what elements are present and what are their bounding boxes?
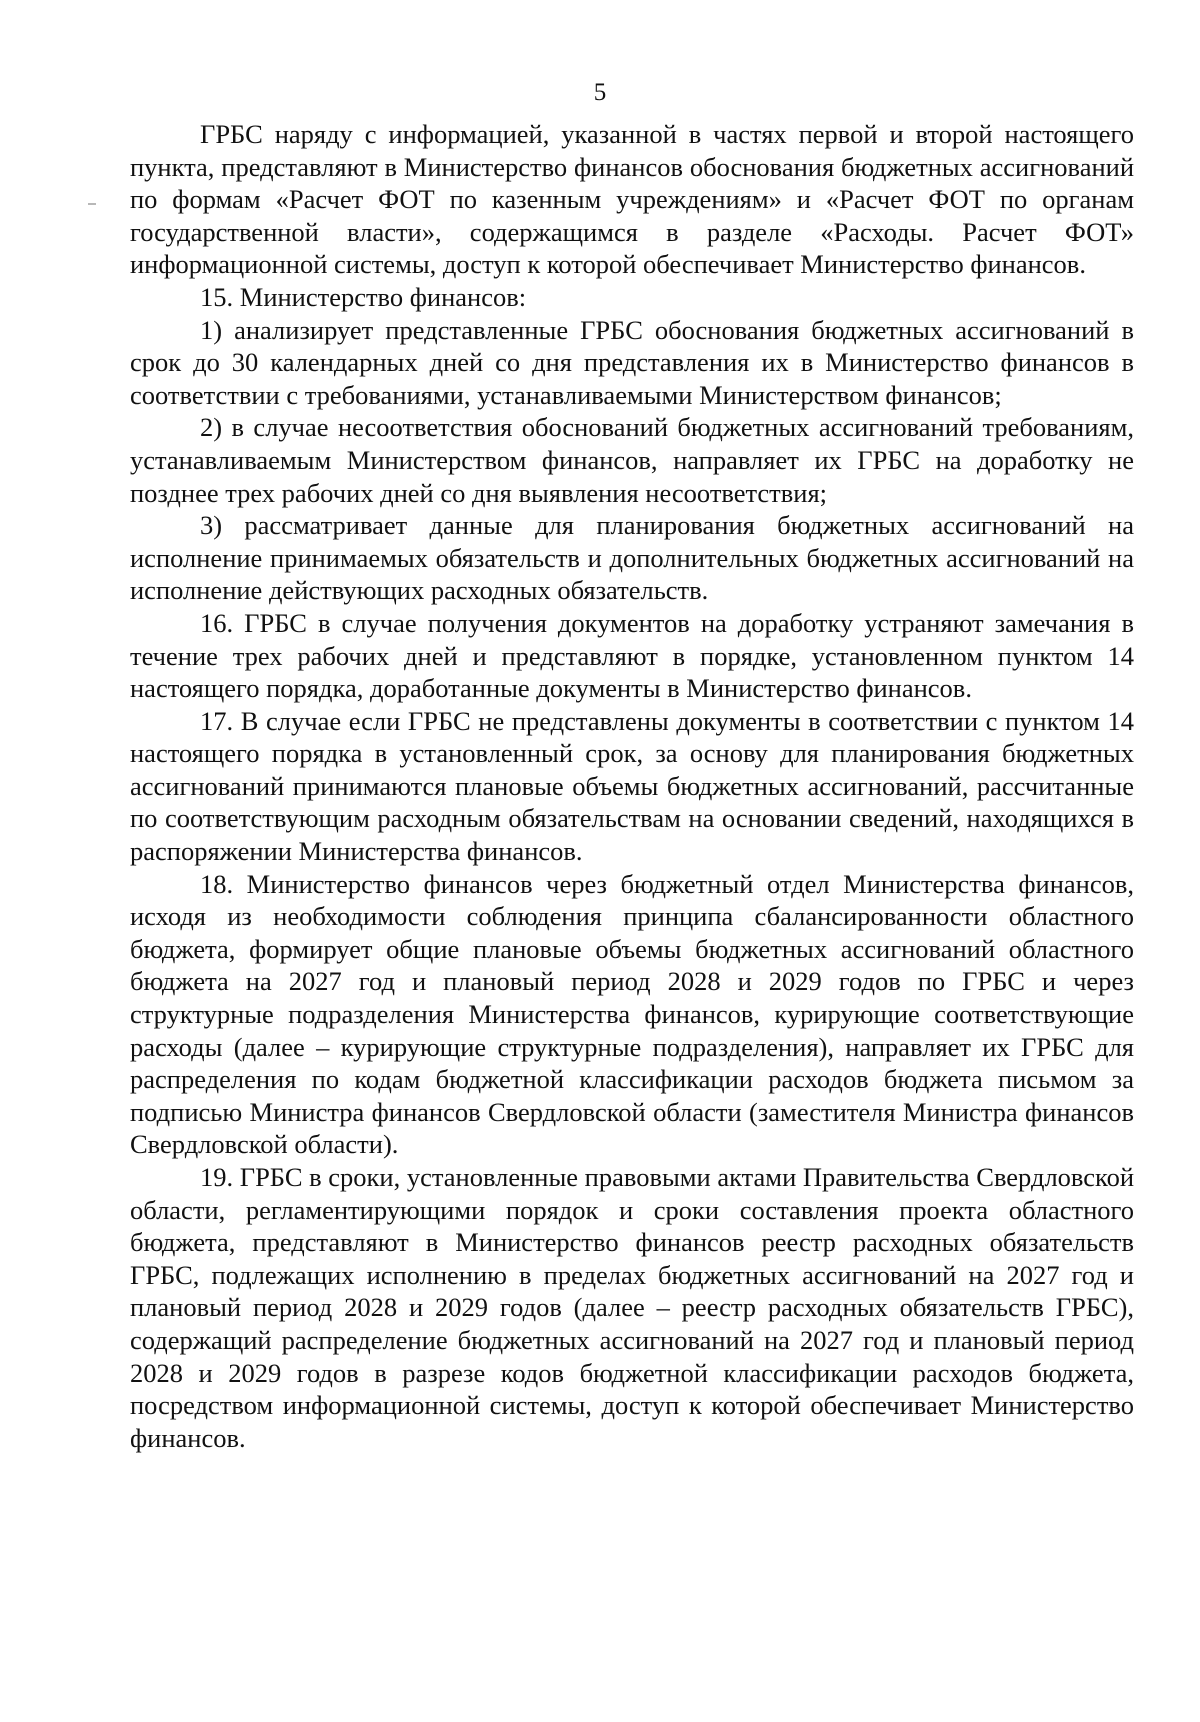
paragraph-15-item-3: 3) рассматривает данные для планирования бюджетных ассигнований на исполнение принимаемых обязательств и дополнительных бюджетных ассигнований на исполнение действующих расходных обязательств. <box>130 510 1134 606</box>
paragraph-18: 18. Министерство финансов через бюджетный отдел Министерства финансов, исходя из необходимости соблюдения принципа сбалансированности областного бюджета, формирует общие плановые объемы бюджетных ассигнований областного бюджета на 2027 год и плановый период 2028 и 2029 годов по ГРБС и через структурные подразделения Министерства финансов, курирующие соответствующие расходы (далее – курирующие структурные подразделения), направляет их ГРБС для распределения по кодам бюджетной классификации расходов бюджета письмом за подписью Министра финансов Свердловской области (заместителя Министра финансов Свердловской области). <box>130 868 1134 1160</box>
paragraph-14-continuation: ГРБС наряду с информацией, указанной в частях первой и второй настоящего пункта, представляют в Министерство финансов обоснования бюджетных ассигнований по формам «Расчет ФОТ по казенным учреждениям» и «Расчет ФОТ по органам государственной власти», содержащимся в разделе «Расходы. Расчет ФОТ» информационной системы, доступ к которой обеспечивает Министерство финансов. <box>130 119 1134 280</box>
document-body <box>130 118 1134 1454</box>
page-number: 5 <box>593 79 607 106</box>
paragraph-15-heading: 15. Министерство финансов: <box>200 281 527 312</box>
margin-mark <box>88 203 96 205</box>
paragraph-15-item-2: 2) в случае несоответствия обоснований бюджетных ассигнований требованиям, устанавливаемым Министерством финансов, направляет их ГРБС на доработку не позднее трех рабочих дней со дня выявления несоответствия; <box>130 412 1134 508</box>
paragraph-17: 17. В случае если ГРБС не представлены документы в соответствии с пунктом 14 настоящего порядка в установленный срок, за основу для планирования бюджетных ассигнований принимаются плановые объемы бюджетных ассигнований, рассчитанные по соответствующим расходным обязательствам на основании сведений, находящихся в распоряжении Министерства финансов. <box>130 705 1134 867</box>
paragraph-19: 19. ГРБС в сроки, установленные правовыми актами Правительства Свердловской области, регламентирующими порядок и сроки составления проекта областного бюджета, представляют в Министерство финансов реестр расходных обязательств ГРБС, подлежащих исполнению в пределах бюджетных ассигнований на 2027 год и плановый период 2028 и 2029 годов (далее – реестр расходных обязательств ГРБС), содержащий распределение бюджетных ассигнований на 2027 год и плановый период 2028 и 2029 годов в разрезе кодов бюджетной классификации расходов бюджета, посредством информационной системы, доступ к которой обеспечивает Министерство финансов. <box>130 1162 1134 1453</box>
paragraph-16: 16. ГРБС в случае получения документов на доработку устраняют замечания в течение трех рабочих дней и представляют в порядке, установленном пунктом 14 настоящего порядка, доработанные документы в Министерство финансов. <box>130 607 1134 704</box>
paragraph-15-item-1: 1) анализирует представленные ГРБС обоснования бюджетных ассигнований в срок до 30 календарных дней со дня представления их в Министерство финансов в соответствии с требованиями, устанавливаемыми Министерством финансов; <box>130 314 1134 410</box>
